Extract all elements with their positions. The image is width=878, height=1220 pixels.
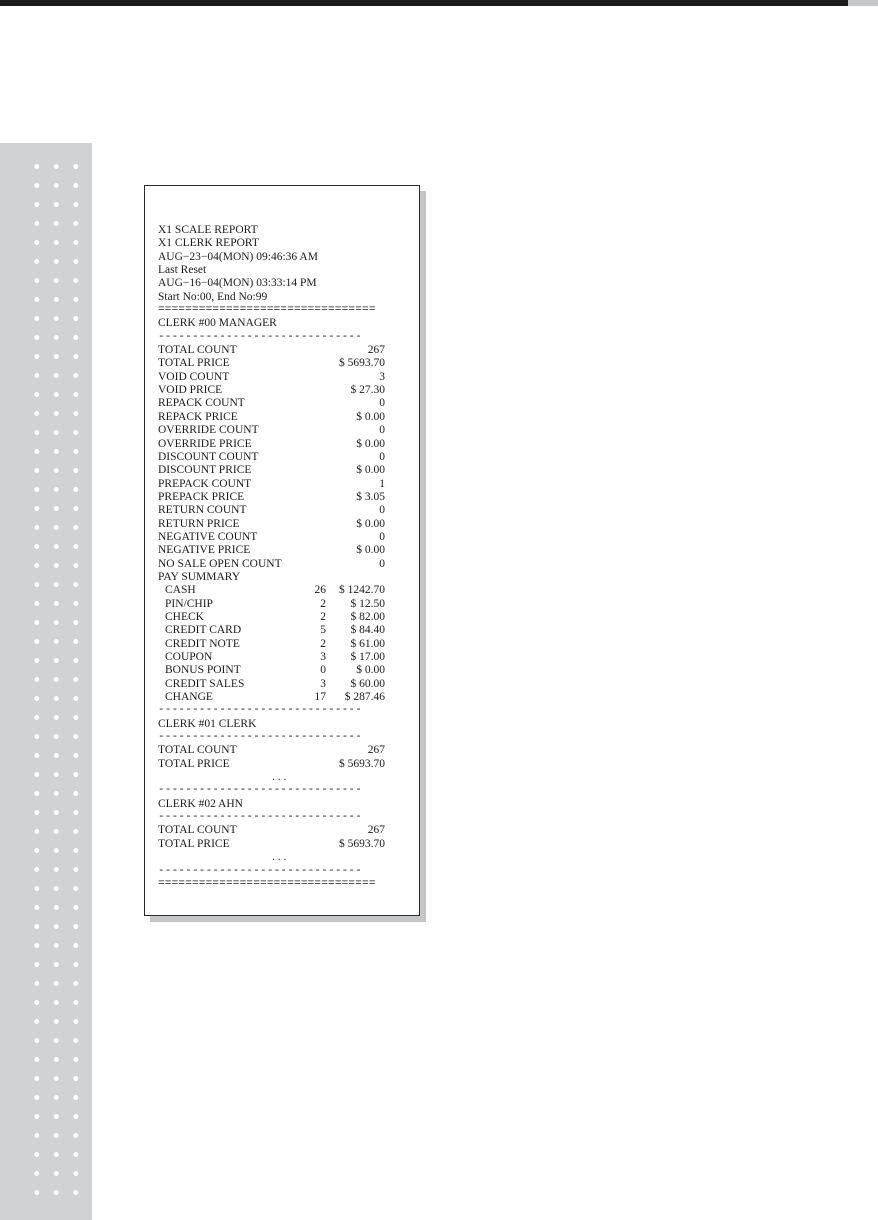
pay-summary-title: PAY SUMMARY <box>158 570 241 583</box>
report-row-label: PREPACK PRICE <box>158 490 245 503</box>
report-row <box>158 558 410 571</box>
pay-summary-amount: $ 0.00 <box>356 664 385 677</box>
header-line: X1 SCALE REPORT <box>158 224 258 236</box>
pay-summary-amount: $ 287.46 <box>344 691 385 704</box>
report-row <box>158 397 410 410</box>
report-row <box>158 371 410 384</box>
report-row-label: OVERRIDE PRICE <box>158 437 252 450</box>
single-rule: ------------------------------ <box>158 731 363 744</box>
report-row-label: RETURN COUNT <box>158 504 247 517</box>
pay-summary-count: 0 <box>320 664 326 677</box>
report-row-label: VOID PRICE <box>158 384 223 397</box>
report-row-value: 0 <box>379 530 385 543</box>
report-row <box>158 518 410 531</box>
pay-summary-row <box>158 651 410 664</box>
receipt-lines <box>158 224 410 891</box>
report-row-label: RETURN PRICE <box>158 517 240 530</box>
header-line: AUG−23−04(MON) 09:46:36 AM <box>158 250 318 263</box>
pay-summary-rows <box>158 584 410 704</box>
header-line: X1 CLERK REPORT <box>158 237 259 250</box>
report-row <box>158 478 410 491</box>
double-rule: ================================ <box>158 304 376 317</box>
pay-summary-label: CHANGE <box>165 691 213 704</box>
report-row <box>158 344 410 357</box>
clerk-00-title: CLERK #00 MANAGER <box>158 317 277 330</box>
pay-summary-count: 26 <box>314 584 326 597</box>
report-row-value: $ 0.00 <box>356 464 385 477</box>
report-row-value: $ 3.05 <box>356 490 385 503</box>
printed-receipt <box>144 185 420 916</box>
report-row-label: VOID COUNT <box>158 370 230 383</box>
report-row-label: REPACK COUNT <box>158 397 245 410</box>
report-row-label: NEGATIVE PRICE <box>158 544 251 557</box>
report-row-value: 3 <box>379 370 385 383</box>
report-row-value: $ 0.00 <box>356 517 385 530</box>
pay-summary-label: PIN/CHIP <box>165 597 213 610</box>
header-line: Start No:00, End No:99 <box>158 290 268 303</box>
pay-summary-row <box>158 678 410 691</box>
clerk-02-ellipsis: . . . <box>272 851 287 864</box>
report-row <box>158 424 410 437</box>
pay-summary-amount: $ 1242.70 <box>339 584 385 597</box>
report-row-value: 267 <box>367 344 385 357</box>
report-row-value: 0 <box>379 504 385 517</box>
clerk-01-total-price-row: TOTAL PRICE $ 5693.70 <box>158 757 385 770</box>
pay-summary-count: 2 <box>320 610 326 623</box>
pay-summary-amount: $ 17.00 <box>350 651 385 663</box>
pay-summary-count: 2 <box>320 597 326 610</box>
top-rule-black <box>0 0 848 6</box>
report-row-label: TOTAL COUNT <box>158 344 237 357</box>
pay-summary-amount: $ 82.00 <box>350 610 385 623</box>
pay-summary-amount: $ 84.40 <box>350 624 385 637</box>
report-row <box>158 504 410 517</box>
report-row-value: 1 <box>379 477 385 490</box>
report-row-value: $ 5693.70 <box>339 357 385 370</box>
report-row-label: REPACK PRICE <box>158 410 238 423</box>
pay-summary-label: COUPON <box>165 651 213 663</box>
pay-summary-count: 2 <box>320 637 326 650</box>
pay-summary-row <box>158 638 410 651</box>
clerk-01-title: CLERK #01 CLERK <box>158 717 257 730</box>
report-row-label: DISCOUNT PRICE <box>158 464 252 477</box>
header-line: AUG−16−04(MON) 03:33:14 PM <box>158 277 317 290</box>
report-row <box>158 384 410 397</box>
report-row <box>158 491 410 504</box>
report-row <box>158 464 410 477</box>
report-row-value: $ 0.00 <box>356 544 385 557</box>
report-row-label: TOTAL PRICE <box>158 357 230 370</box>
report-row <box>158 531 410 544</box>
pay-summary-row <box>158 598 410 611</box>
clerk-01-total-count-row: TOTAL COUNT 267 <box>158 744 385 757</box>
sidebar-dot-pattern <box>27 157 87 1207</box>
pay-summary-label: BONUS POINT <box>165 664 241 677</box>
pay-summary-count: 17 <box>314 691 326 704</box>
clerk-02-title: CLERK #02 AHN <box>158 797 243 810</box>
report-row-value: 0 <box>379 557 385 570</box>
pay-summary-row <box>158 584 410 597</box>
report-row <box>158 451 410 464</box>
single-rule: ------------------------------ <box>158 330 363 343</box>
single-rule: ------------------------------ <box>158 784 363 797</box>
report-row <box>158 438 410 451</box>
top-rule <box>0 0 878 12</box>
single-rule: ------------------------------ <box>158 864 363 877</box>
report-row-value: 0 <box>379 450 385 463</box>
pay-summary-row <box>158 624 410 637</box>
report-row <box>158 544 410 557</box>
pay-summary-row <box>158 691 410 704</box>
clerk-02-total-count-row: TOTAL COUNT 267 <box>158 824 385 837</box>
report-row <box>158 411 410 424</box>
report-row-value: $ 27.30 <box>350 384 385 397</box>
single-rule: ------------------------------ <box>158 704 363 717</box>
report-row-value: $ 0.00 <box>356 410 385 423</box>
pay-summary-row <box>158 664 410 677</box>
pay-summary-amount: $ 60.00 <box>350 677 385 690</box>
report-row <box>158 357 410 370</box>
header-line: Last Reset <box>158 264 207 277</box>
clerk-01-ellipsis: . . . <box>272 771 287 784</box>
pay-summary-label: CREDIT NOTE <box>165 637 240 650</box>
clerk-02-total-price-row: TOTAL PRICE $ 5693.70 <box>158 837 385 850</box>
report-row-label: DISCOUNT COUNT <box>158 450 259 463</box>
clerk-00-rows <box>158 344 410 571</box>
pay-summary-amount: $ 61.00 <box>350 637 385 650</box>
report-row-label: NEGATIVE COUNT <box>158 530 258 543</box>
dotted-sidebar <box>0 143 92 1220</box>
report-row-label: NO SALE OPEN COUNT <box>158 557 282 570</box>
report-row-value: $ 0.00 <box>356 437 385 450</box>
pay-summary-label: CHECK <box>165 610 204 623</box>
report-row-value: 0 <box>379 397 385 410</box>
pay-summary-count: 5 <box>320 624 326 637</box>
single-rule: ------------------------------ <box>158 811 363 824</box>
top-rule-grey <box>848 0 878 6</box>
report-row-value: 0 <box>379 424 385 437</box>
pay-summary-label: CREDIT CARD <box>165 624 242 637</box>
report-row-label: OVERRIDE COUNT <box>158 424 259 437</box>
report-row-label: PREPACK COUNT <box>158 477 252 490</box>
pay-summary-row <box>158 611 410 624</box>
pay-summary-amount: $ 12.50 <box>350 597 385 610</box>
double-rule: ================================ <box>158 877 376 890</box>
pay-summary-count: 3 <box>320 651 326 663</box>
pay-summary-count: 3 <box>320 677 326 690</box>
pay-summary-label: CREDIT SALES <box>165 677 245 690</box>
pay-summary-label: CASH <box>165 584 196 597</box>
